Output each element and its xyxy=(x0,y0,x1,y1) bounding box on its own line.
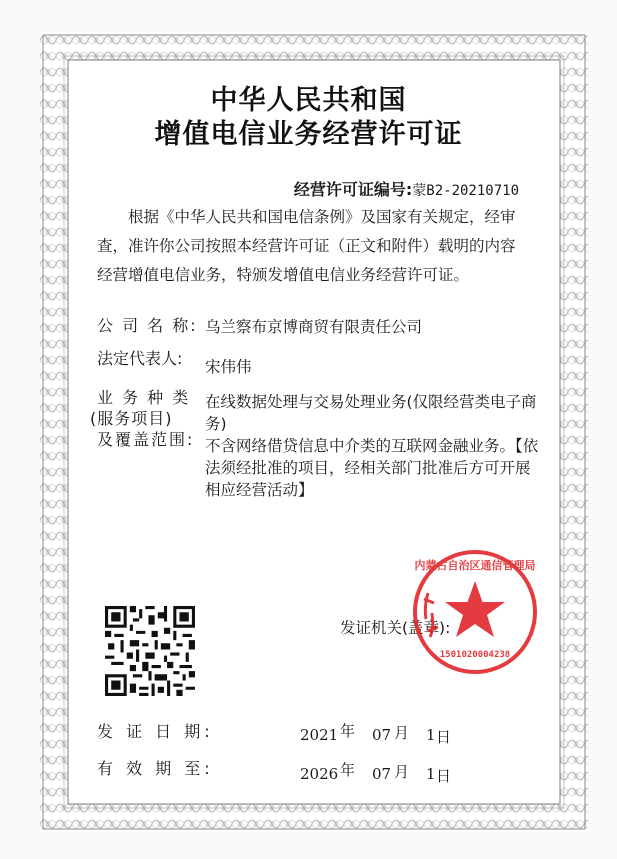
issue-month-unit: 月 xyxy=(394,724,410,742)
business-scope xyxy=(205,391,540,501)
issue-year-unit: 年 xyxy=(340,722,356,740)
official-red-seal xyxy=(410,547,540,677)
company-label: 公 司 名 称: xyxy=(97,316,198,335)
valid-day-unit: 日 xyxy=(436,767,452,785)
seal-serial: 1501020004238 xyxy=(439,650,511,660)
issue-date xyxy=(300,722,470,746)
issue-day-unit: 日 xyxy=(436,728,452,746)
body-text: 根据《中华人民共和国电信条例》及国家有关规定，经审查，准许你公司按照本经营许可证（正文和附件）载明的内容经营增值电信业务，特颁发增值电信业务经营许可证。 xyxy=(97,208,516,284)
valid-year: 2026 xyxy=(300,765,339,783)
license-number-value: 蒙B2-20210710 xyxy=(412,183,519,199)
company-name: 乌兰察布京博商贸有限责任公司 xyxy=(205,318,423,336)
scope-label-line-1: 业 务 种 类 xyxy=(97,388,191,407)
issue-year: 2021 xyxy=(300,726,339,744)
valid-until-date xyxy=(300,761,470,785)
legal-rep-name: 宋伟伟 xyxy=(205,358,252,376)
valid-day: 1 xyxy=(426,765,436,783)
scope-paragraph-2: 不含网络借贷信息中介类的互联网金融业务。【依法须经批准的项目，经相关部门批准后方可开展相应经营活动】 xyxy=(205,437,539,499)
valid-month: 07 xyxy=(372,765,392,783)
issue-date-label: 发 证 日 期: xyxy=(97,722,214,741)
title-line-1: 中华人民共和国 xyxy=(210,85,407,116)
issue-month: 07 xyxy=(372,726,392,744)
qr-code xyxy=(105,606,195,696)
license-number-label: 经营许可证编号: xyxy=(293,180,413,199)
issuing-authority-label: 发证机关(盖章): xyxy=(340,619,451,637)
scope-label-line-3: 及覆盖范围: xyxy=(97,430,195,449)
scope-label-line-2: (服务项目) xyxy=(90,409,173,428)
title-line-2: 增值电信业务经营许可证 xyxy=(154,119,463,150)
scope-paragraph-1: 在线数据处理与交易处理业务(仅限经营类电子商务) xyxy=(205,393,537,433)
issue-day: 1 xyxy=(426,726,436,744)
valid-month-unit: 月 xyxy=(394,763,410,781)
valid-until-label: 有 效 期 至: xyxy=(97,759,214,778)
license-number xyxy=(294,177,519,200)
seal-text: 内蒙古自治区通信管理局 xyxy=(414,559,536,572)
legal-rep-label: 法定代表人: xyxy=(97,349,183,368)
valid-year-unit: 年 xyxy=(340,761,356,779)
